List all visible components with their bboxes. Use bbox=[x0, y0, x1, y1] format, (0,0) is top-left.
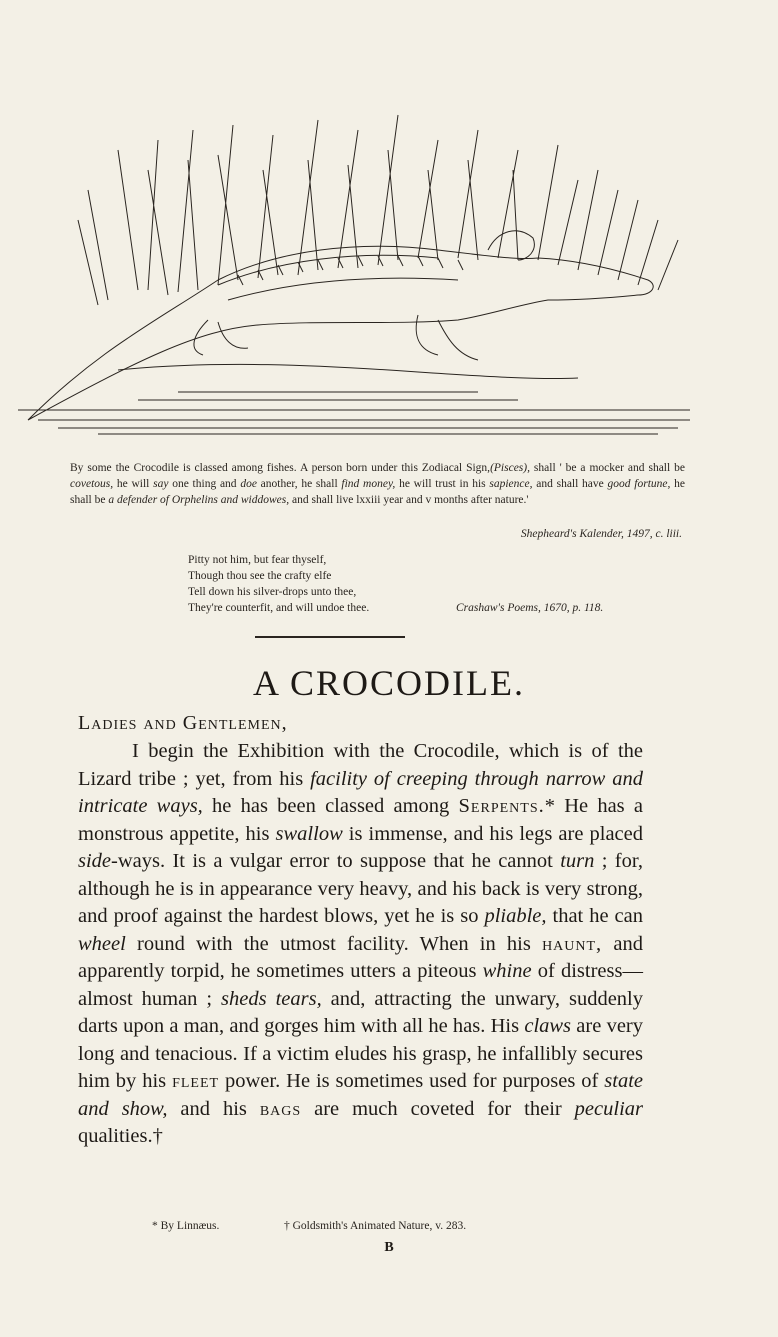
signature-mark: B bbox=[384, 1240, 394, 1255]
footnotes bbox=[152, 1220, 652, 1232]
section-divider bbox=[255, 636, 405, 638]
verse-citation: Crashaw's Poems, 1670, p. 118. bbox=[456, 602, 604, 614]
paragraph: I begin the Exhibition with the Crocodile, which is of the Lizard tribe ; yet, from his facility of creeping through narrow and intricate ways, he has been classed among Serpents.* He has a monstrous appetite, his swallow is immense, and his legs are placed side-ways. It is a vulgar error to suppose that he cannot turn ; for, although he is in appearance very heavy, and his back is very strong, and proof against the hardest blows, yet he is so pliable, that he can wheel round with the utmost facility. When in his haunt, and apparently torpid, he sometimes utters a piteous whine of distress—almost human ; sheds tears, and, attracting the unwary, suddenly darts upon a man, and gorges him with all he has. His claws are very long and tenacious. If a victim eludes his grasp, he infallibly secures him by his fleet power. He is sometimes used for purposes of state and show, and his bags are much coveted for their peculiar qualities.† bbox=[78, 740, 644, 1147]
caption-citation: Shepheard's Kalender, 1497, c. liii. bbox=[520, 528, 682, 540]
verse-line: Tell down his silver-drops unto thee, bbox=[188, 586, 357, 598]
verse-quotation bbox=[188, 552, 708, 616]
illustration-caption: By some the Crocodile is classed among fishes. A person born under this Zodiacal Sign,(Pisces), shall ' be a mocker and shall be covetous, he will say one thing and doe another, he shall find money, he will trust in his sapience, and shall have good fortune, he shall be a defender of Orphelins and widdowes, and shall live lxxiii year and v months after nature.' bbox=[70, 462, 685, 506]
verse-line: They're counterfit, and will undoe thee. bbox=[188, 602, 370, 614]
salutation: Ladies and Gentlemen, bbox=[78, 712, 288, 734]
footnote-goldsmith: † Goldsmith's Animated Nature, v. 283. bbox=[284, 1220, 467, 1232]
verse-line: Though thou see the crafty elfe bbox=[188, 570, 332, 582]
body-text bbox=[78, 738, 643, 1151]
crocodile-engraving-icon bbox=[18, 110, 690, 440]
page-title: A CROCODILE. bbox=[252, 663, 525, 703]
verse-line: Pitty not him, but fear thyself, bbox=[188, 554, 327, 566]
footnote-linnaeus: * By Linnæus. bbox=[152, 1220, 220, 1232]
